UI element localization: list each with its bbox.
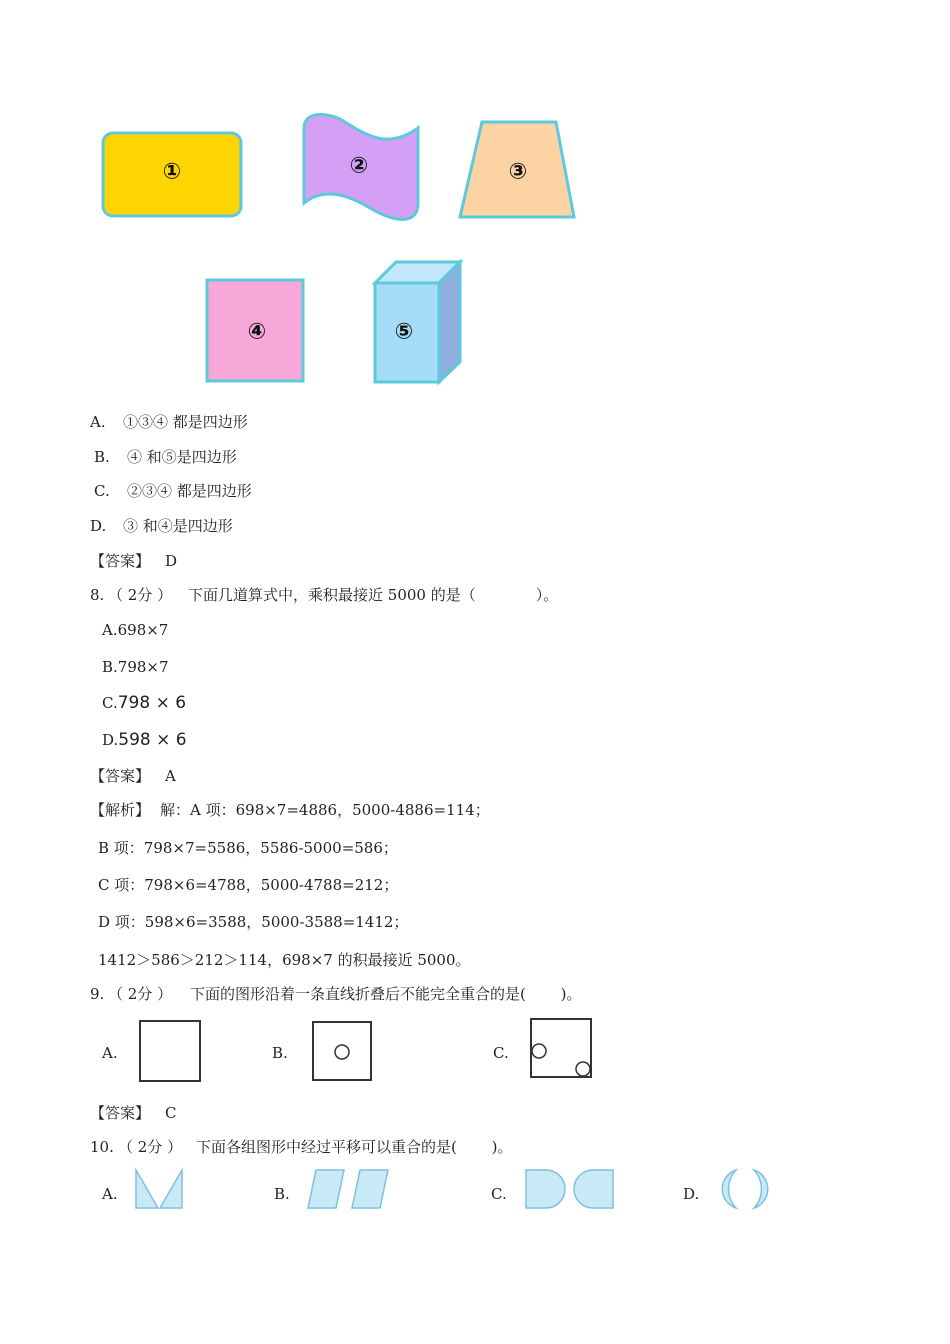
q8-answer-label: 【答案】 — [90, 767, 151, 785]
q8-option-d-letter: D. — [102, 731, 119, 749]
q8-analysis-line-2: B 项：798×7=5586，5586-5000=586； — [98, 839, 398, 857]
q9-option-a-letter: A. — [102, 1044, 118, 1062]
q8-number: 8. — [90, 586, 105, 604]
q8-answer-value: A — [165, 767, 176, 785]
q9-option-b-letter: B. — [272, 1044, 288, 1062]
q8-option-c-text: 798 × 6 — [117, 693, 187, 713]
q8-option-c-letter: C. — [102, 694, 118, 712]
q7-option-a-letter: A. — [90, 413, 106, 431]
q9-option-c-letter: C. — [493, 1044, 509, 1062]
q10-number: 10. — [90, 1138, 114, 1156]
q9-number: 9. — [90, 985, 105, 1003]
q10-option-a-letter: A. — [102, 1185, 118, 1203]
q8-option-a-letter: A. — [102, 621, 118, 639]
q7-answer-label: 【答案】 — [90, 552, 151, 570]
q8-option-a-text: 698×7 — [117, 621, 169, 639]
q9-answer-label: 【答案】 — [90, 1104, 151, 1122]
q8-analysis-line-3: C 项：798×6=4788，5000-4788=212； — [98, 876, 399, 894]
q7-option-d-letter: D. — [90, 517, 107, 535]
shape-1-label: ① — [162, 159, 182, 185]
q8-analysis-line-4: D 项：598×6=3588，5000-3588=1412； — [98, 913, 409, 931]
shape-5-label: ⑤ — [394, 319, 414, 345]
q10-option-d-letter: D. — [683, 1185, 700, 1203]
q8-analysis-label: 【解析】 — [90, 801, 151, 819]
q8-analysis-line-5: 1412＞586＞212＞114，698×7 的积最接近 5000。 — [98, 951, 471, 969]
shape-3-label: ③ — [508, 159, 528, 185]
q9-score: （ 2分 ） — [108, 985, 173, 1003]
q8-analysis-line-1: 解：A 项：698×7=4886，5000-4886=114； — [160, 801, 490, 819]
q7-option-b-text: ④ 和⑤是四边形 — [127, 448, 237, 466]
q7-option-d-text: ③ 和④是四边形 — [123, 517, 233, 535]
q10-option-b-letter: B. — [274, 1185, 290, 1203]
q8-option-b-letter: B. — [102, 658, 118, 676]
q7-option-c-letter: C. — [94, 482, 110, 500]
shape-4-label: ④ — [247, 319, 267, 345]
q8-option-b-text: 798×7 — [117, 658, 169, 676]
q8-stem: 下面几道算式中，乘积最接近 5000 的是（ ）。 — [188, 586, 559, 604]
q7-option-c-text: ②③④ 都是四边形 — [127, 482, 252, 500]
q9-answer-value: C — [165, 1104, 177, 1122]
shape-2-label: ② — [349, 153, 369, 179]
q8-score: （ 2分 ） — [108, 586, 173, 604]
q8-option-d-text: 598 × 6 — [118, 730, 187, 750]
q10-option-c-letter: C. — [491, 1185, 507, 1203]
q9-stem: 下面的图形沿着一条直线折叠后不能完全重合的是( )。 — [190, 985, 582, 1003]
q10-score: （ 2分 ） — [118, 1138, 183, 1156]
q10-stem: 下面各组图形中经过平移可以重合的是( )。 — [196, 1138, 513, 1156]
q7-option-b-letter: B. — [94, 448, 110, 466]
q7-answer-value: D — [165, 552, 178, 570]
q7-option-a-text: ①③④ 都是四边形 — [123, 413, 248, 431]
